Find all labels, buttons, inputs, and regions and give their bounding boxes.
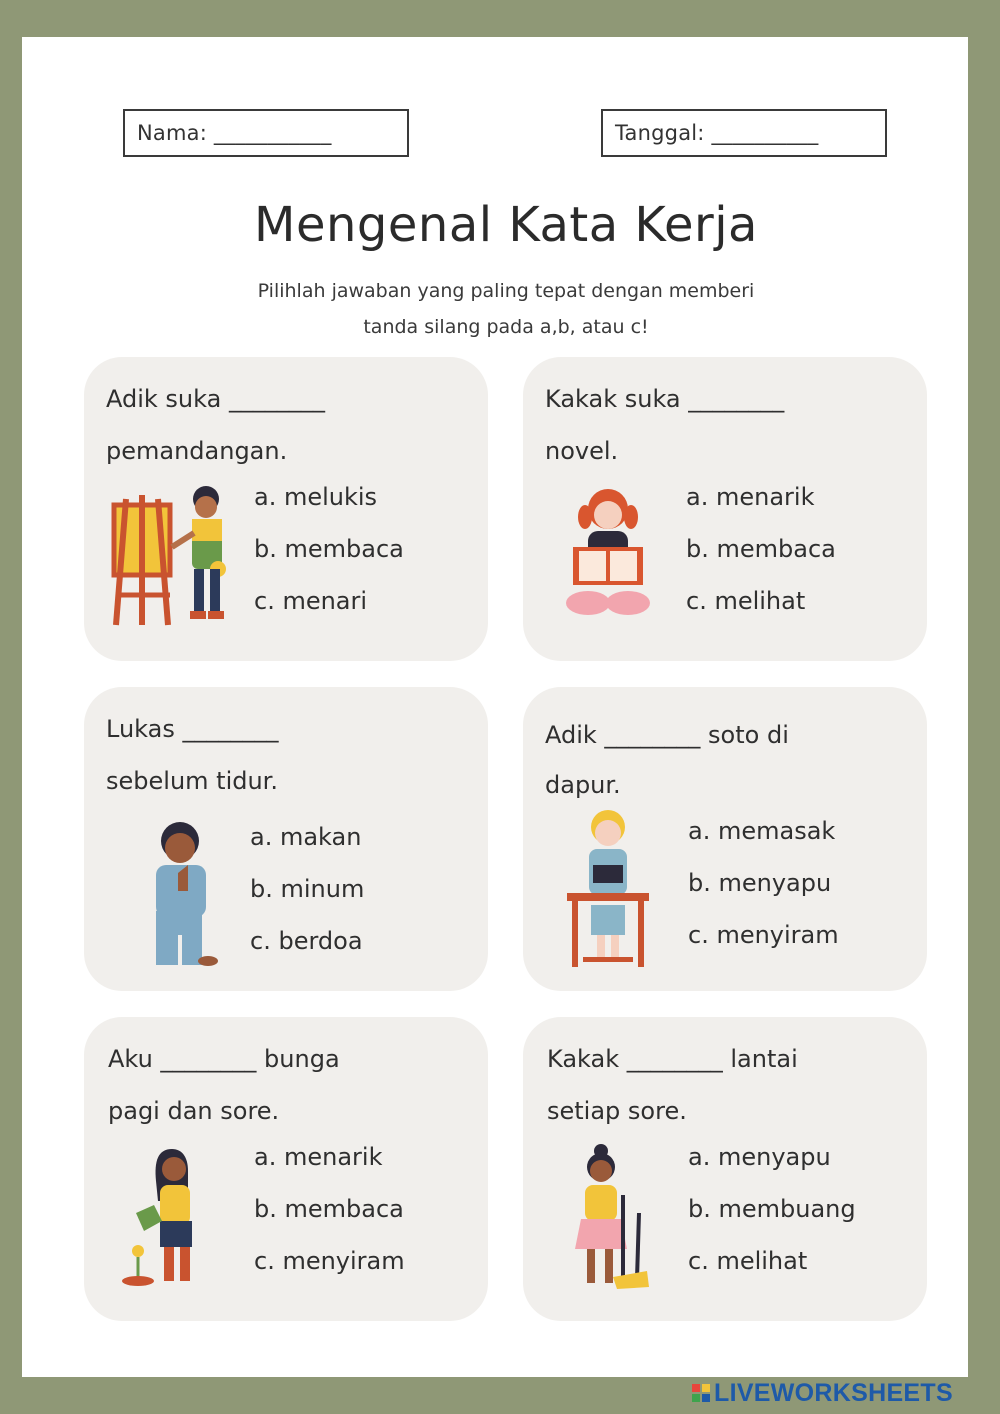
question-text: Kakak suka ________ bbox=[545, 385, 785, 413]
question-text: Adik suka ________ bbox=[106, 385, 325, 413]
option-c[interactable]: c. menyiram bbox=[688, 921, 839, 949]
girl-reading-icon bbox=[563, 487, 653, 617]
question-text: Lukas ________ bbox=[106, 715, 279, 743]
option-c[interactable]: c. melihat bbox=[686, 587, 806, 615]
question-card-2 bbox=[523, 357, 927, 661]
question-card-3 bbox=[84, 687, 488, 991]
boy-praying-icon bbox=[138, 821, 228, 971]
question-text: Kakak ________ lantai bbox=[547, 1045, 798, 1073]
option-a[interactable]: a. menyapu bbox=[688, 1143, 831, 1171]
option-b[interactable]: b. menyapu bbox=[688, 869, 832, 897]
question-card-4 bbox=[523, 687, 927, 991]
child-painting-icon bbox=[106, 485, 236, 627]
girl-sweeping-icon bbox=[563, 1143, 653, 1293]
girl-cooking-icon bbox=[563, 809, 653, 969]
date-field[interactable] bbox=[601, 109, 887, 157]
instructions bbox=[22, 273, 990, 345]
option-a[interactable]: a. menarik bbox=[686, 483, 815, 511]
question-card-6 bbox=[523, 1017, 927, 1321]
option-a[interactable]: a. menarik bbox=[254, 1143, 383, 1171]
option-a[interactable]: a. makan bbox=[250, 823, 362, 851]
question-text-continued: pemandangan. bbox=[106, 437, 288, 465]
option-b[interactable]: b. membuang bbox=[688, 1195, 856, 1223]
option-b[interactable]: b. minum bbox=[250, 875, 365, 903]
logo-mark-icon bbox=[692, 1384, 710, 1402]
name-field-label: Nama: ___________ bbox=[137, 121, 332, 145]
option-c[interactable]: c. menyiram bbox=[254, 1247, 405, 1275]
question-card-5 bbox=[84, 1017, 488, 1321]
option-a[interactable]: a. melukis bbox=[254, 483, 378, 511]
option-a[interactable]: a. memasak bbox=[688, 817, 836, 845]
option-c[interactable]: c. menari bbox=[254, 587, 368, 615]
liveworksheets-logo[interactable] bbox=[692, 1378, 953, 1408]
instructions-line-2: tanda silang pada a,b, atau c! bbox=[363, 316, 649, 338]
question-text: Aku ________ bunga bbox=[108, 1045, 340, 1073]
girl-watering-flower-icon bbox=[118, 1147, 228, 1287]
question-text: Adik ________ soto di bbox=[545, 721, 789, 749]
question-text-continued: novel. bbox=[545, 437, 619, 465]
option-b[interactable]: b. membaca bbox=[254, 1195, 404, 1223]
question-text-continued: pagi dan sore. bbox=[108, 1097, 280, 1125]
question-card-1 bbox=[84, 357, 488, 661]
option-c[interactable]: c. melihat bbox=[688, 1247, 808, 1275]
name-field[interactable] bbox=[123, 109, 409, 157]
option-b[interactable]: b. membaca bbox=[686, 535, 836, 563]
instructions-line-1: Pilihlah jawaban yang paling tepat dengan memberi bbox=[257, 280, 755, 302]
logo-text: LIVEWORKSHEETS bbox=[714, 1378, 953, 1407]
option-b[interactable]: b. membaca bbox=[254, 535, 404, 563]
option-c[interactable]: c. berdoa bbox=[250, 927, 363, 955]
page-title: Mengenal Kata Kerja bbox=[254, 197, 758, 253]
question-text-continued: dapur. bbox=[545, 771, 621, 799]
question-text-continued: sebelum tidur. bbox=[106, 767, 278, 795]
worksheet-page bbox=[22, 37, 968, 1377]
question-text-continued: setiap sore. bbox=[547, 1097, 687, 1125]
date-field-label: Tanggal: __________ bbox=[615, 121, 819, 145]
